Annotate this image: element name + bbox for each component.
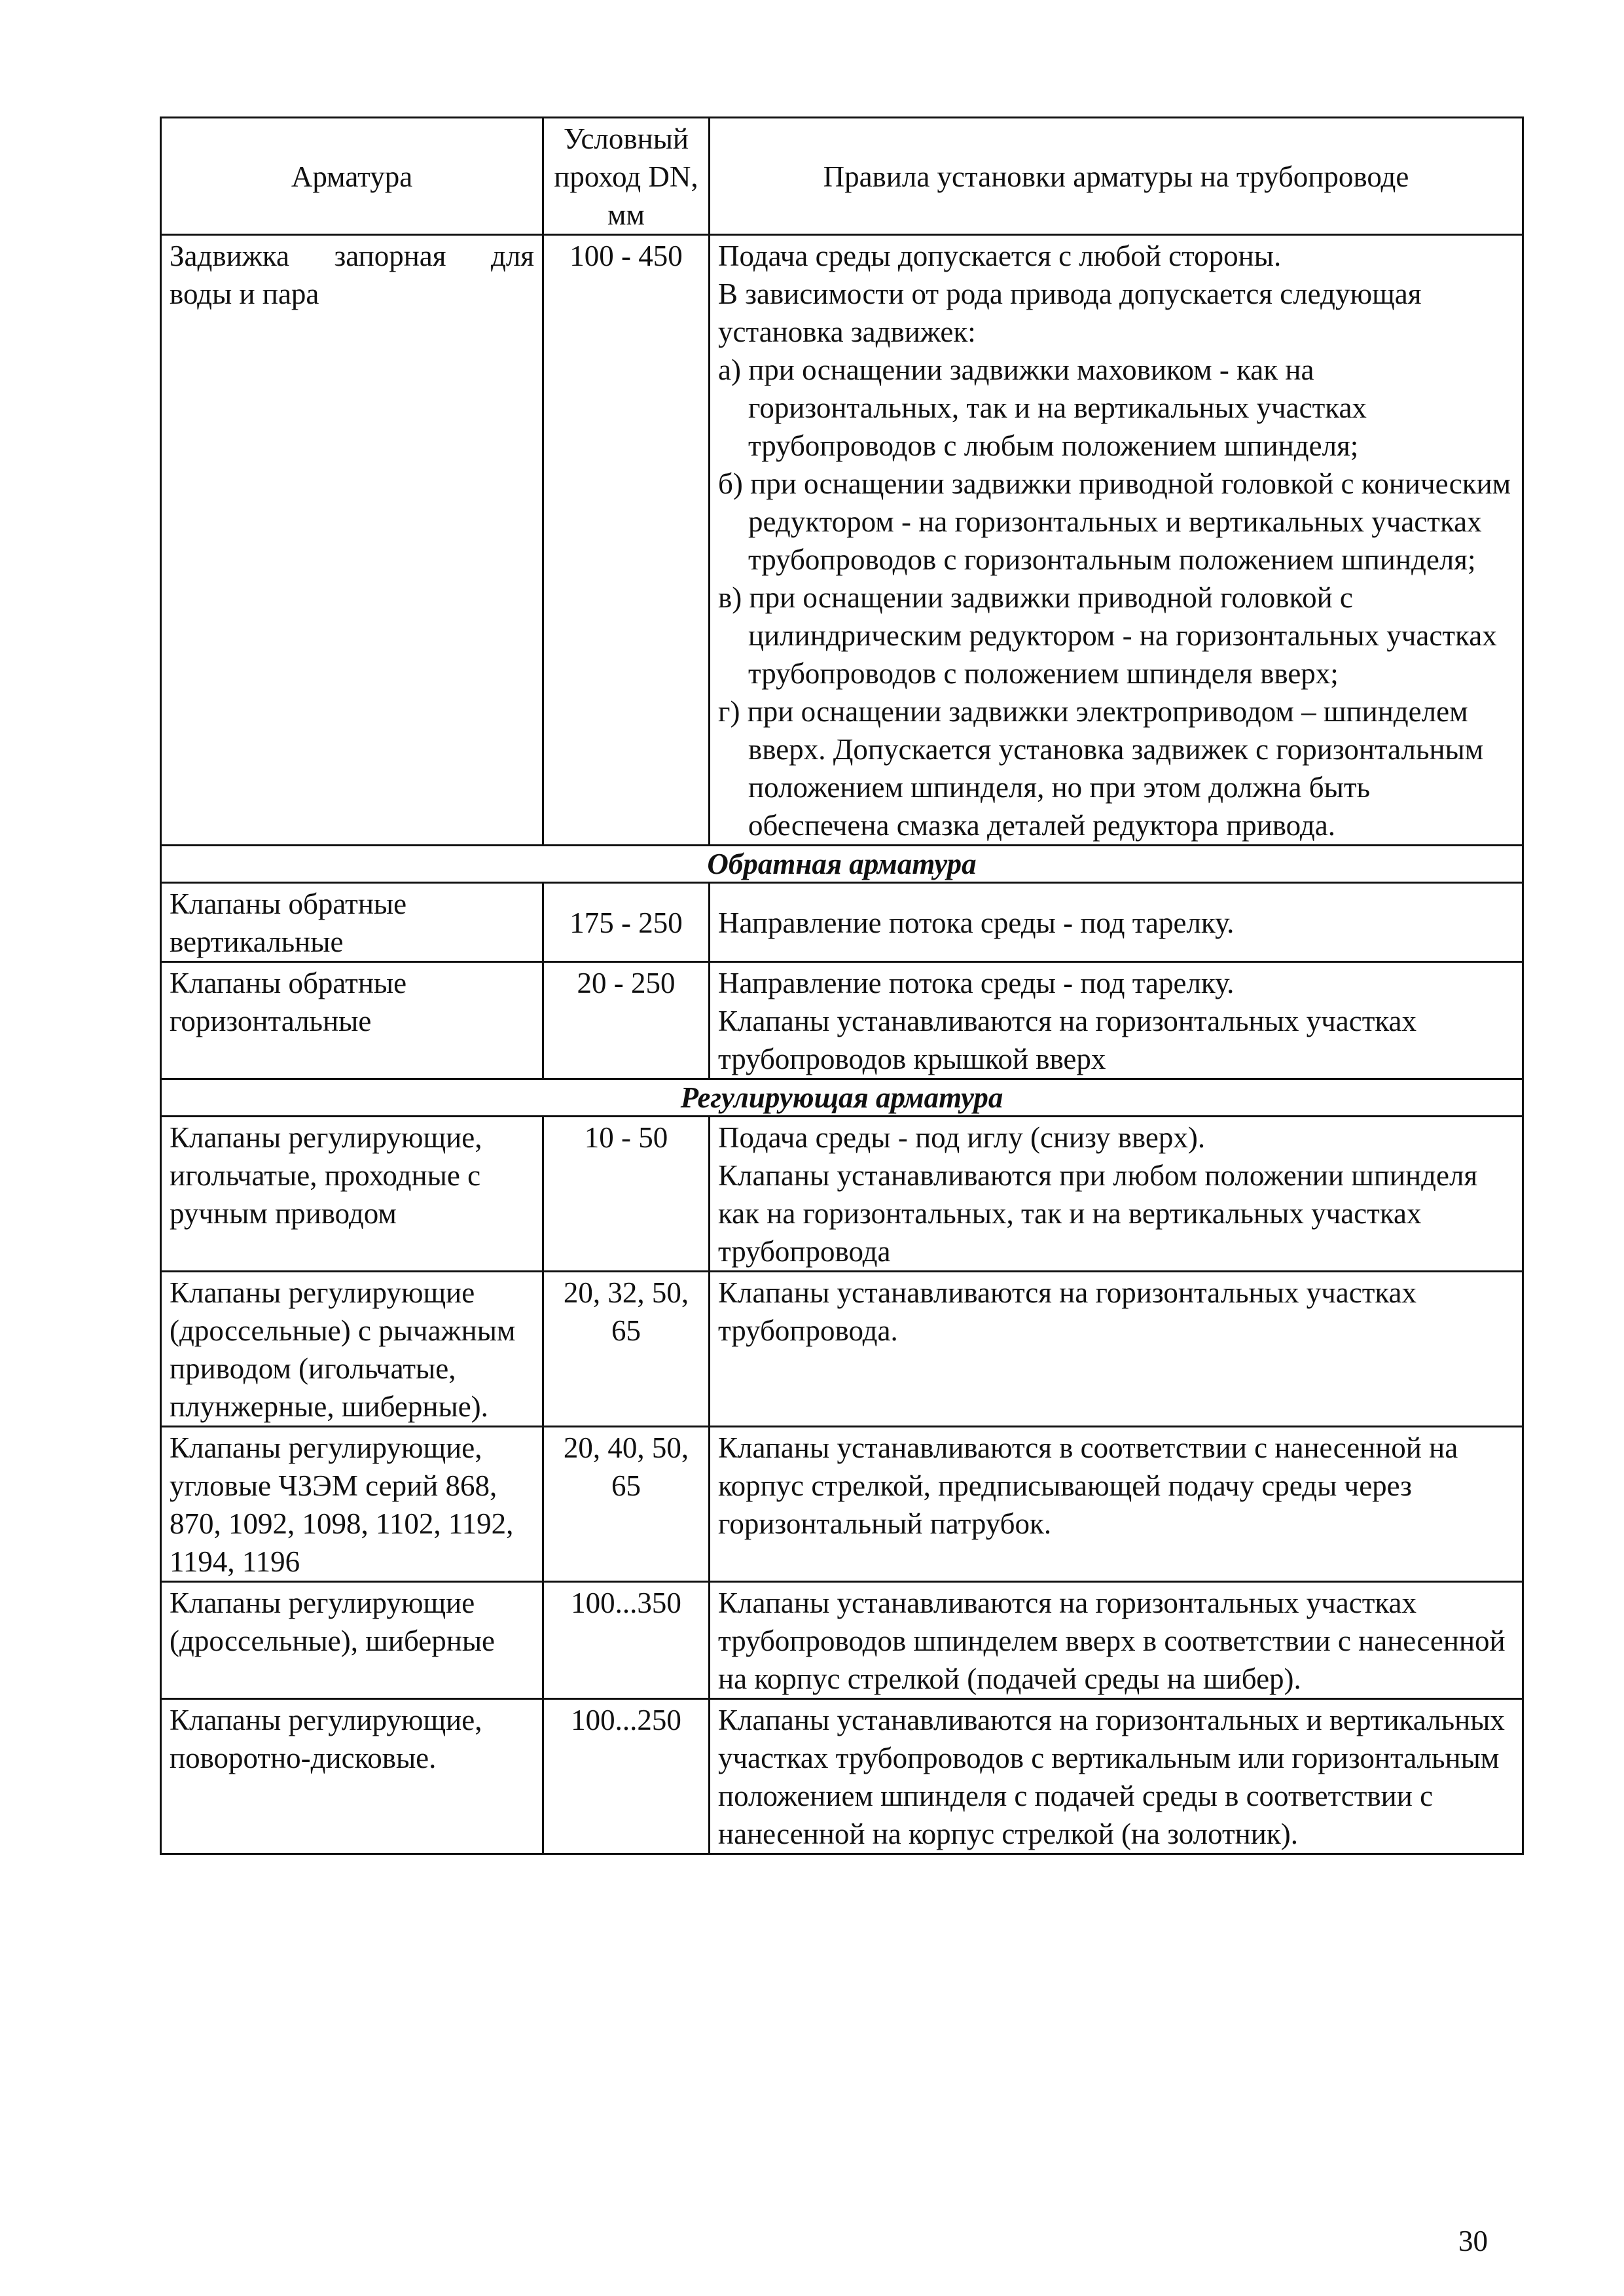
table-row <box>161 1699 1523 1854</box>
valve-name-cell: Клапаны обратные вертикальные <box>161 883 543 962</box>
dn-cell: 100...350 <box>543 1582 710 1699</box>
valve-name-line: Задвижка запорная для <box>170 240 534 272</box>
table-row <box>161 235 1523 846</box>
rule-list-item: г) при оснащении задвижки электроприводом – шпинделем вверх. Допускается установка задвижек с горизонтальным положением шпинделя, но при этом должна быть обеспечена смазка деталей редуктора привода. <box>718 695 1484 842</box>
dn-cell: 10 - 50 <box>543 1117 710 1272</box>
table-row <box>161 962 1523 1079</box>
rule-cell: Клапаны устанавливаются на горизонтальных и вертикальных участках трубопроводов с вертикальным или горизонтальным положением шпинделя с подачей среды в соответствии с нанесенной на корпус стрелкой (на золотник). <box>710 1699 1523 1854</box>
table-row <box>161 1427 1523 1582</box>
section-row <box>161 846 1523 883</box>
rule-text: Направление потока среды - под тарелку. <box>718 967 1235 999</box>
rule-text: Клапаны устанавливаются при любом положении шпинделя как на горизонтальных, так и на вертикальных участках трубопровода <box>718 1159 1478 1268</box>
rule-cell: Клапаны устанавливаются на горизонтальных участках трубопровода. <box>710 1272 1523 1427</box>
dn-cell: 20 - 250 <box>543 962 710 1079</box>
valve-name-cell: Клапаны регулирующие, игольчатые, проходные с ручным приводом <box>161 1117 543 1272</box>
rule-cell: Клапаны устанавливаются на горизонтальных участках трубопроводов шпинделем вверх в соответствии с нанесенной на корпус стрелкой (подачей среды на шибер). <box>710 1582 1523 1699</box>
dn-cell: 20, 32, 50, 65 <box>543 1272 710 1427</box>
valve-name-cell: Клапаны обратные горизонтальные <box>161 962 543 1079</box>
valve-name-cell: Клапаны регулирующие, поворотно-дисковые. <box>161 1699 543 1854</box>
rule-text: Клапаны устанавливаются на горизонтальных участках трубопроводов крышкой вверх <box>718 1005 1417 1075</box>
header-valve: Арматура <box>161 118 543 235</box>
section-row <box>161 1079 1523 1117</box>
valve-name-cell: Клапаны регулирующие, угловые ЧЗЭМ серий 868, 870, 1092, 1098, 1102, 1192, 1194, 1196 <box>161 1427 543 1582</box>
rule-text: Подача среды допускается с любой стороны. <box>718 240 1282 272</box>
table-row <box>161 1272 1523 1427</box>
dn-cell: 100...250 <box>543 1699 710 1854</box>
dn-cell: 175 - 250 <box>543 883 710 962</box>
valve-name-line: воды и пара <box>170 278 319 310</box>
table-header-row <box>161 118 1523 235</box>
rule-text: В зависимости от рода привода допускается следующая установка задвижек: <box>718 278 1422 348</box>
rule-cell <box>710 962 1523 1079</box>
rule-cell: Направление потока среды - под тарелку. <box>710 883 1523 962</box>
rule-cell <box>710 1117 1523 1272</box>
valve-name-cell: Клапаны регулирующие (дроссельные), шиберные <box>161 1582 543 1699</box>
rule-list-item: б) при оснащении задвижки приводной головкой с коническим редуктором - на горизонтальных и вертикальных участках трубопроводов с горизонтальным положением шпинделя; <box>718 467 1511 576</box>
section-title-check-valves: Обратная арматура <box>161 846 1523 883</box>
section-title-control-valves: Регулирующая арматура <box>161 1079 1523 1117</box>
rule-cell: Клапаны устанавливаются в соответствии с нанесенной на корпус стрелкой, предписывающей подачу среды через горизонтальный патрубок. <box>710 1427 1523 1582</box>
table-row <box>161 1117 1523 1272</box>
header-installation-rules: Правила установки арматуры на трубопроводе <box>710 118 1523 235</box>
rule-list-item: в) при оснащении задвижки приводной головкой с цилиндрическим редуктором - на горизонтальных участках трубопроводов с положением шпинделя вверх; <box>718 581 1497 690</box>
page-number: 30 <box>1458 2225 1488 2257</box>
table-row <box>161 883 1523 962</box>
dn-cell: 20, 40, 50, 65 <box>543 1427 710 1582</box>
valve-installation-table <box>160 117 1524 1855</box>
table-row <box>161 1582 1523 1699</box>
header-nominal-diameter: Условный проход DN, мм <box>543 118 710 235</box>
rule-list-item: а) при оснащении задвижки маховиком - как на горизонтальных, так и на вертикальных участках трубопроводов с любым положением шпинделя; <box>718 353 1367 462</box>
valve-name-cell <box>161 235 543 846</box>
dn-cell: 100 - 450 <box>543 235 710 846</box>
valve-name-cell: Клапаны регулирующие (дроссельные) с рычажным приводом (игольчатые, плунжерные, шиберные). <box>161 1272 543 1427</box>
rule-text: Подача среды - под иглу (снизу вверх). <box>718 1121 1206 1154</box>
rule-cell <box>710 235 1523 846</box>
